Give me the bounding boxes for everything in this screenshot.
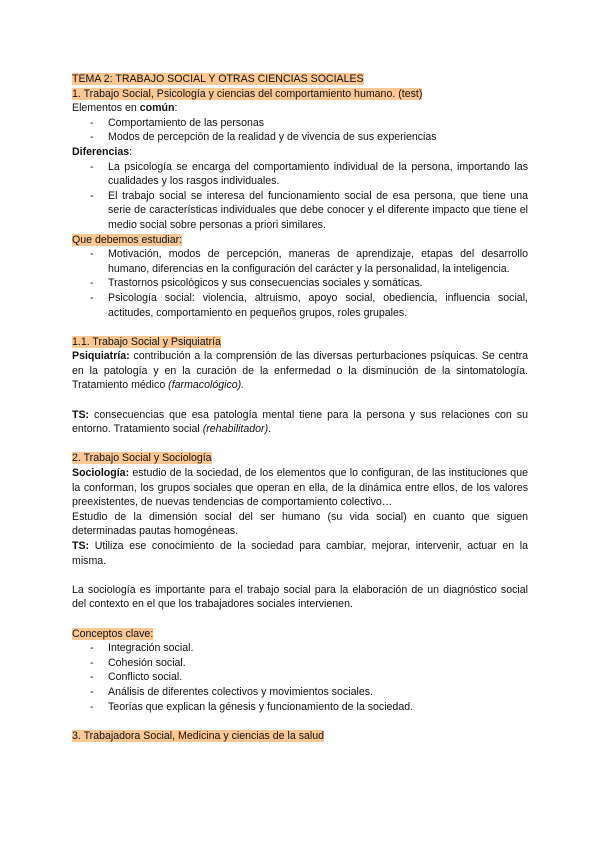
document-title: TEMA 2: TRABAJO SOCIAL Y OTRAS CIENCIAS SOCIALES	[72, 73, 364, 85]
estudiar-list	[72, 247, 528, 320]
list-item: - Motivación, modos de percepción, maneras de aprendizaje, etapas del desarrollo humano, diferencias en la configuración del carácter y la personalidad, la inteligencia.	[72, 247, 528, 276]
ts-sociologia-paragraph	[72, 539, 528, 568]
conceptos-line	[72, 627, 528, 642]
diferencias-label: Diferencias	[72, 145, 130, 158]
s11-heading-line	[72, 335, 528, 350]
spacer	[72, 320, 528, 335]
ts-italic: (rehabilitador)	[202, 423, 269, 436]
importance-paragraph: La sociología es importante para el trabajo social para la elaboración de un diagnóstico social del contexto en el que los trabajadores sociales intervienen.	[72, 583, 528, 611]
list-item: - La psicología se encarga del comportamiento individual de la persona, importando las cualidades y los rasgos individuales.	[72, 160, 528, 189]
title-line	[72, 72, 528, 87]
spacer	[72, 393, 528, 408]
sociologia-label: Sociología:	[72, 467, 130, 480]
diferencias-line	[72, 145, 528, 160]
psiquiatria-italic: (farmacológico).	[168, 379, 245, 392]
list-item: - Cohesión social.	[72, 656, 528, 671]
list-item: - Integración social.	[72, 641, 528, 656]
estudio-paragraph: Estudio de la dimensión social del ser humano (su vida social) en cuanto que siguen determinadas pautas homogéneas.	[72, 510, 528, 538]
list-item: - Comportamiento de las personas	[72, 116, 528, 131]
list-item: - El trabajo social se interesa del funcionamiento social de esa persona, que tiene una serie de características individuales que debe conocer y el diferente impacto que tiene el medio social sobre personas a priori similares.	[72, 189, 528, 233]
list-item: - Teorías que explican la génesis y funcionamiento de la sociedad.	[72, 700, 528, 715]
spacer	[72, 612, 528, 627]
s1-heading-line	[72, 87, 528, 102]
conceptos-label: Conceptos clave:	[72, 627, 154, 640]
psiquiatria-label: Psiquiatría:	[72, 350, 130, 363]
list-item: - Análisis de diferentes colectivos y movimientos sociales.	[72, 685, 528, 700]
sociologia-text: estudio de la sociedad, de los elementos que lo configuran, de las instituciones que la conforman, los grupos sociales que operan en ella, de la dinámica entre ellos, de los valores preexistentes, de nuevas tendencias de comportamiento colectivo…	[72, 467, 528, 509]
ts-psiquiatria-paragraph	[72, 408, 528, 437]
conceptos-list	[72, 641, 528, 714]
estudiar-line	[72, 233, 528, 248]
psiquiatria-paragraph	[72, 349, 528, 393]
list-item: - Trastornos psicológicos y sus consecuencias sociales y somáticas.	[72, 276, 528, 291]
section-3-heading: 3. Trabajadora Social, Medicina y ciencias de la salud	[72, 729, 325, 742]
elementos-prefix: Elementos en	[72, 102, 140, 115]
section-1-heading: 1. Trabajo Social, Psicología y ciencias del comportamiento humano. (test)	[72, 87, 423, 100]
estudiar-label: Que debemos estudiar:	[72, 233, 183, 246]
spacer	[72, 714, 528, 729]
document-page	[72, 72, 528, 743]
elementos-comun-line	[72, 101, 528, 116]
section-1-1-heading: 1.1. Trabajo Social y Psiquiatría	[72, 335, 221, 348]
elementos-suffix: :	[174, 102, 178, 115]
ts-text: Utiliza ese conocimiento de la sociedad para cambiar, mejorar, intervenir, actuar en la misma.	[72, 540, 528, 567]
list-item: - Modos de percepción de la realidad y de vivencia de sus experiencias	[72, 130, 528, 145]
ts-text: consecuencias que esa patología mental tiene para la persona y sus relaciones con su entorno. Tratamiento social	[72, 408, 528, 436]
s3-heading-line	[72, 729, 528, 744]
list-item: - Conflicto social.	[72, 670, 528, 685]
ts-label: TS:	[72, 540, 90, 552]
s2-heading-line	[72, 451, 528, 466]
spacer	[72, 568, 528, 583]
psiquiatria-text: contribución a la comprensión de las diversas perturbaciones psíquicas. Se centra en la patología y en la curación de la enfermedad o la disminución de la sintomatología. Tratamiento médico	[72, 350, 528, 392]
section-2-heading: 2. Trabajo Social y Sociología	[72, 452, 212, 465]
elementos-bold: común	[139, 102, 175, 115]
list-item: - Psicología social: violencia, altruismo, apoyo social, obediencia, influencia social, actitudes, comportamiento en pequeños grupos, roles grupales.	[72, 291, 528, 320]
diferencias-list	[72, 160, 528, 233]
ts-end: .	[268, 423, 272, 436]
ts-label: TS:	[72, 408, 90, 421]
diferencias-suffix: :	[129, 145, 133, 158]
spacer	[72, 437, 528, 452]
elementos-list	[72, 116, 528, 145]
sociologia-paragraph	[72, 466, 528, 510]
